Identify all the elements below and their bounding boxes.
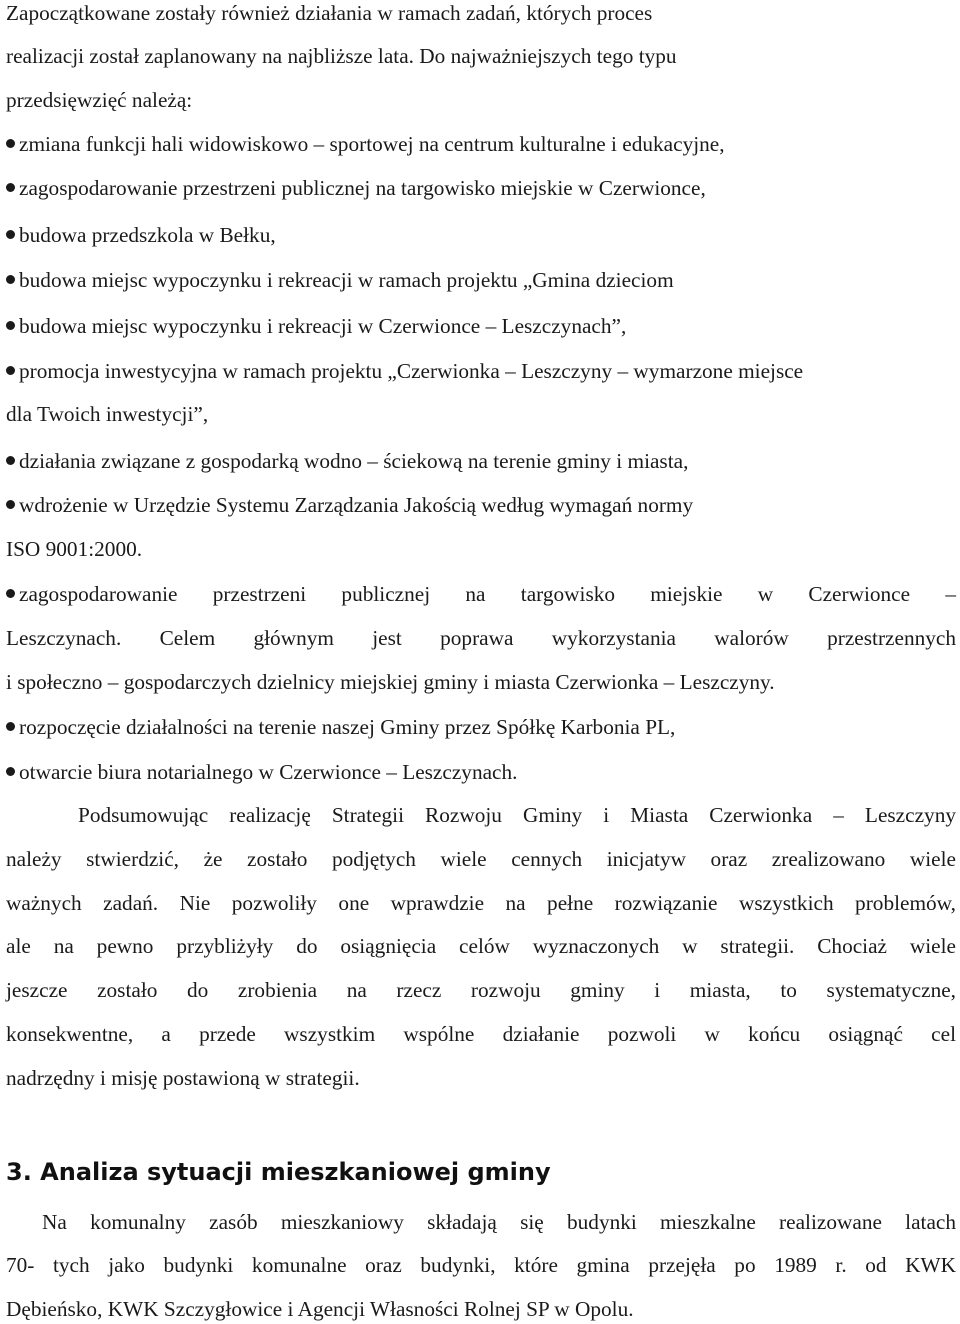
bullet-icon — [6, 722, 15, 731]
list-item-text: zagospodarowanie przestrzeni publicznej na targowisko miejskie w Czerwionce, — [19, 176, 706, 200]
bullet-icon — [6, 366, 15, 375]
list-item — [6, 579, 956, 609]
list-item — [6, 129, 956, 159]
section-line-3: Dębieńsko, KWK Szczygłowice i Agencji Własności Rolnej SP w Opolu. — [6, 1297, 634, 1321]
list-item — [6, 265, 956, 295]
list-item — [6, 173, 956, 203]
list-item — [6, 220, 956, 250]
summary-line-4: ale na pewno przybliżyły do osiągnięcia celów wyznaczonych w strategii. Chociaż wiele — [6, 934, 956, 958]
section-heading: 3. Analiza sytuacji mieszkaniowej gminy — [6, 1158, 551, 1186]
list-item — [6, 356, 956, 386]
intro-line-3: przedsięwzięć należą: — [6, 88, 193, 112]
list-item-text: wdrożenie w Urzędzie Systemu Zarządzania Jakością według wymagań normy — [19, 493, 694, 517]
section-line-1: Na komunalny zasób mieszkaniowy składają się budynki mieszkalne realizowane latach — [42, 1210, 956, 1234]
list-item-text: działania związane z gospodarką wodno – ściekową na terenie gminy i miasta, — [19, 449, 689, 473]
summary-line-7: nadrzędny i misję postawioną w strategii. — [6, 1066, 360, 1090]
list-item — [6, 446, 956, 476]
list-item-continuation: Leszczynach. Celem głównym jest poprawa wykorzystania walorów przestrzennych — [6, 626, 956, 650]
bullet-icon — [6, 456, 15, 465]
summary-line-2: należy stwierdzić, że zostało podjętych wiele cennych inicjatyw oraz zrealizowano wiele — [6, 847, 956, 871]
bullet-icon — [6, 230, 15, 239]
bullet-icon — [6, 500, 15, 509]
list-item — [6, 757, 956, 787]
summary-line-6: konsekwentne, a przede wszystkim wspólne działanie pozwoli w końcu osiągnąć cel — [6, 1022, 956, 1046]
list-item — [6, 490, 956, 520]
list-item-text: budowa miejsc wypoczynku i rekreacji w ramach projektu „Gmina dzieciom — [19, 268, 674, 292]
section-line-2: 70- tych jako budynki komunalne oraz budynki, które gmina przejęła po 1989 r. od KWK — [6, 1253, 956, 1277]
intro-line-1: Zapoczątkowane zostały również działania w ramach zadań, których proces — [6, 1, 653, 25]
list-item-text: budowa przedszkola w Bełku, — [19, 223, 276, 247]
list-item-text: rozpoczęcie działalności na terenie naszej Gminy przez Spółkę Karbonia PL, — [19, 715, 676, 739]
bullet-icon — [6, 321, 15, 330]
list-item-text: zmiana funkcji hali widowiskowo – sportowej na centrum kulturalne i edukacyjne, — [19, 132, 725, 156]
summary-line-5: jeszcze zostało do zrobienia na rzecz rozwoju gminy i miasta, to systematyczne, — [6, 978, 956, 1002]
list-item — [6, 712, 956, 742]
bullet-icon — [6, 183, 15, 192]
list-item-continuation: dla Twoich inwestycji”, — [6, 402, 209, 426]
list-item-text: budowa miejsc wypoczynku i rekreacji w Czerwionce – Leszczynach”, — [19, 314, 627, 338]
list-item-text: promocja inwestycyjna w ramach projektu „Czerwionka – Leszczyny – wymarzone miejsce — [19, 359, 804, 383]
bullet-icon — [6, 589, 15, 598]
bullet-icon — [6, 139, 15, 148]
bullet-icon — [6, 275, 15, 284]
list-item-text: otwarcie biura notarialnego w Czerwionce – Leszczynach. — [19, 760, 518, 784]
list-item-continuation: i społeczno – gospodarczych dzielnicy miejskiej gminy i miasta Czerwionka – Leszczyny. — [6, 670, 775, 694]
list-item — [6, 311, 956, 341]
list-item-continuation: ISO 9001:2000. — [6, 537, 143, 561]
summary-line-3: ważnych zadań. Nie pozwoliły one wprawdzie na pełne rozwiązanie wszystkich problemów, — [6, 891, 956, 915]
bullet-icon — [6, 767, 15, 776]
intro-line-2: realizacji został zaplanowany na najbliższe lata. Do najważniejszych tego typu — [6, 44, 677, 68]
list-item-text: zagospodarowanie przestrzeni publicznej na targowisko miejskie w Czerwionce – — [19, 582, 956, 606]
summary-line-1: Podsumowując realizację Strategii Rozwoju Gminy i Miasta Czerwionka – Leszczyny — [78, 803, 956, 827]
